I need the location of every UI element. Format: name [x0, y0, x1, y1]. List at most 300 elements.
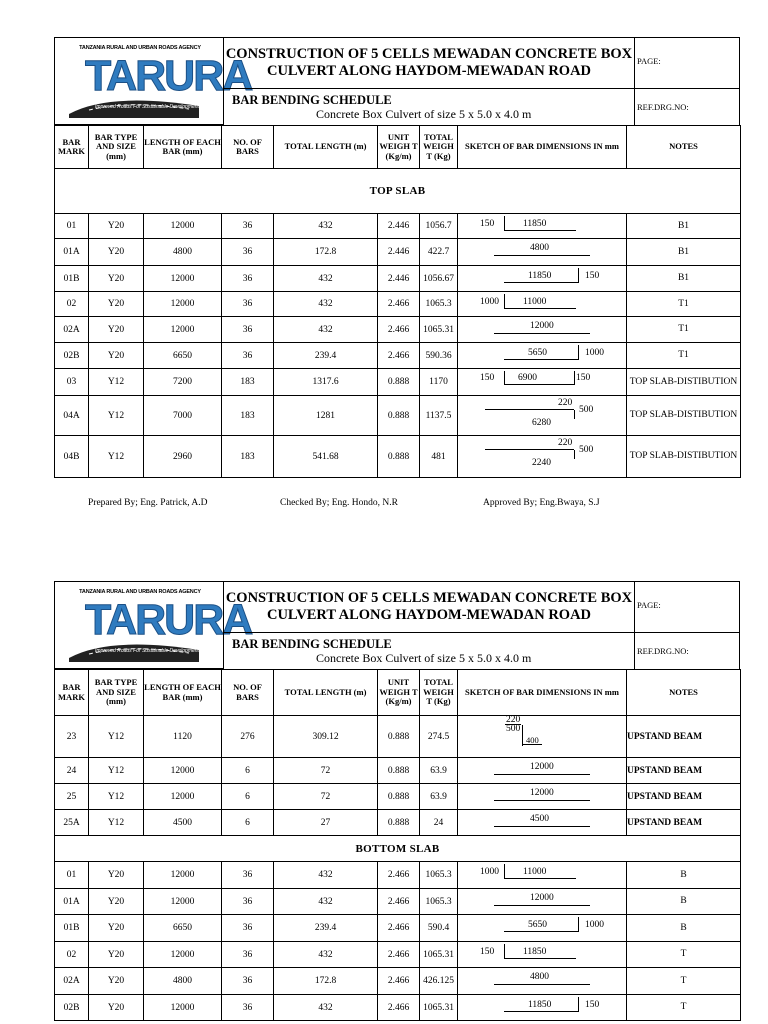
cell-total-len: 432	[274, 862, 378, 889]
sketch-dim-left: 1000	[480, 297, 499, 307]
table-row	[55, 239, 741, 266]
cell-unit-wt: 2.466	[378, 862, 420, 889]
cell-notes: B1	[627, 214, 741, 239]
sketch-dim-main: 5650	[528, 920, 547, 930]
cell-total-wt: 426.125	[420, 968, 458, 995]
cell-notes: T1	[627, 292, 741, 317]
sketch-bend	[504, 371, 505, 385]
sketch-bar	[494, 774, 590, 775]
col-total-weight: TOTAL WEIGH T (Kg)	[420, 670, 458, 716]
cell-length: 12000	[144, 292, 222, 317]
col-notes: NOTES	[627, 126, 741, 169]
sketch-dim-main: 11850	[523, 219, 547, 229]
cell-total-wt: 422.7	[420, 239, 458, 266]
bar-sketch	[458, 716, 627, 758]
cell-unit-wt: 2.466	[378, 968, 420, 995]
cell-type: Y20	[89, 995, 144, 1021]
cell-total-len: 432	[274, 995, 378, 1021]
cell-no: 36	[222, 862, 274, 889]
cell-total-len: 1317.6	[274, 369, 378, 396]
cell-length: 4500	[144, 810, 222, 836]
cell-total-wt: 1056.7	[420, 214, 458, 239]
title-line-2: CULVERT ALONG HAYDOM-MEWADAN ROAD	[266, 63, 592, 79]
col-total-weight: TOTAL WEIGH T (Kg)	[420, 126, 458, 169]
sketch-bend	[504, 216, 505, 231]
cell-mark: 01B	[55, 915, 89, 942]
cell-total-wt: 1056.67	[420, 266, 458, 292]
cell-type: Y12	[89, 436, 144, 478]
sketch-dim-left: 150	[480, 219, 495, 229]
sketch-dim-main: 11000	[523, 867, 547, 877]
table-row	[55, 266, 741, 292]
sketch-bend	[578, 345, 579, 360]
cell-mark: 02A	[55, 968, 89, 995]
bar-sketch	[458, 343, 627, 369]
sketch-dim-top: 220	[506, 715, 521, 725]
bar-sketch	[458, 784, 627, 810]
cell-mark: 25A	[55, 810, 89, 836]
column-header-row	[55, 126, 741, 169]
cell-total-len: 72	[274, 758, 378, 784]
cell-total-len: 541.68	[274, 436, 378, 478]
table-row	[55, 862, 741, 889]
table-row	[55, 942, 741, 968]
cell-total-wt: 1065.31	[420, 942, 458, 968]
cell-total-len: 239.4	[274, 915, 378, 942]
cell-no: 36	[222, 343, 274, 369]
cell-mark: 02B	[55, 343, 89, 369]
cell-mark: 01A	[55, 889, 89, 915]
cell-unit-wt: 2.446	[378, 266, 420, 292]
logo-slogan: Improved Roads For Sustainable Development	[95, 104, 199, 110]
sketch-dim-right: 400	[526, 735, 539, 745]
cell-mark: 02A	[55, 317, 89, 343]
cell-type: Y20	[89, 292, 144, 317]
cell-length: 1120	[144, 716, 222, 758]
cell-total-len: 432	[274, 266, 378, 292]
cell-length: 12000	[144, 317, 222, 343]
logo-agency-text: TANZANIA RURAL AND URBAN ROADS AGENCY	[79, 45, 201, 51]
sketch-bend	[578, 268, 579, 283]
cell-type: Y20	[89, 214, 144, 239]
sketch-dim-bottom: 2240	[532, 458, 551, 468]
sketch-dim-main: 4500	[530, 814, 549, 824]
cell-no: 183	[222, 436, 274, 478]
cell-type: Y12	[89, 369, 144, 396]
schedule-table-1	[54, 125, 741, 478]
cell-mark: 01	[55, 862, 89, 889]
table-row	[55, 889, 741, 915]
cell-notes: TOP SLAB-DISTIBUTION	[627, 396, 741, 436]
cell-total-len: 432	[274, 889, 378, 915]
sketch-dim-main: 11000	[523, 297, 547, 307]
col-sketch: SKETCH OF BAR DIMENSIONS IN mm	[458, 126, 627, 169]
sketch-bend	[504, 864, 505, 879]
cell-mark: 04A	[55, 396, 89, 436]
cell-total-wt: 1065.3	[420, 292, 458, 317]
sketch-dim-main: 6900	[518, 373, 537, 383]
schedule-table-2	[54, 669, 741, 1021]
sketch-dim-right: 1000	[585, 348, 604, 358]
cell-type: Y12	[89, 716, 144, 758]
cell-total-len: 239.4	[274, 343, 378, 369]
cell-no: 36	[222, 968, 274, 995]
cell-unit-wt: 0.888	[378, 436, 420, 478]
schedule-subtitle: Concrete Box Culvert of size 5 x 5.0 x 4.0 m	[316, 107, 532, 121]
logo-wordmark: TARURA	[85, 596, 252, 644]
title-line-1: CONSTRUCTION OF 5 CELLS MEWADAN CONCRETE BOX	[225, 590, 633, 606]
cell-mark: 02	[55, 942, 89, 968]
cell-no: 6	[222, 784, 274, 810]
sketch-dim-left: 1000	[480, 867, 499, 877]
sketch-dim-right: 500	[579, 405, 594, 415]
cell-mark: 02B	[55, 995, 89, 1021]
cell-no: 36	[222, 239, 274, 266]
bar-sketch	[458, 239, 627, 266]
cell-type: Y20	[89, 266, 144, 292]
col-bar-mark: BAR MARK	[55, 670, 89, 716]
cell-total-len: 432	[274, 292, 378, 317]
checked-by: Checked By; Eng. Hondo, N.R	[280, 498, 398, 508]
cell-total-len: 1281	[274, 396, 378, 436]
sketch-dim-main: 12000	[530, 321, 554, 331]
cell-notes: UPSTAND BEAM	[627, 716, 741, 758]
sketch-bend	[574, 371, 575, 385]
sketch-dim-main: 12000	[530, 762, 554, 772]
sketch-bend	[574, 450, 575, 459]
sketch-bend	[574, 410, 575, 419]
col-notes: NOTES	[627, 670, 741, 716]
logo-wordmark: TARURA	[85, 52, 252, 100]
cell-unit-wt: 0.888	[378, 369, 420, 396]
table-row	[55, 214, 741, 239]
cell-length: 7000	[144, 396, 222, 436]
cell-type: Y12	[89, 784, 144, 810]
sketch-bar	[494, 984, 590, 985]
cell-type: Y20	[89, 889, 144, 915]
sketch-bar	[504, 308, 576, 309]
cell-unit-wt: 2.446	[378, 214, 420, 239]
cell-notes: T1	[627, 317, 741, 343]
cell-no: 6	[222, 758, 274, 784]
cell-total-wt: 1065.3	[420, 889, 458, 915]
sketch-dim-main: 11850	[528, 271, 552, 281]
cell-notes: TOP SLAB-DISTIBUTION	[627, 436, 741, 478]
table-row	[55, 915, 741, 942]
cell-total-wt: 590.36	[420, 343, 458, 369]
cell-total-wt: 590.4	[420, 915, 458, 942]
page-label: PAGE:	[634, 37, 740, 89]
cell-no: 36	[222, 292, 274, 317]
bar-sketch	[458, 810, 627, 836]
col-no-bars: NO. OF BARS	[222, 670, 274, 716]
logo-slogan: Improved Roads For Sustainable Development	[95, 648, 199, 654]
cell-type: Y20	[89, 968, 144, 995]
schedule-title: BAR BENDING SCHEDULE	[232, 93, 392, 107]
cell-length: 2960	[144, 436, 222, 478]
ref-drawing-label: REF.DRG.NO:	[634, 88, 740, 126]
sketch-bar	[494, 333, 590, 334]
sketch-bar	[504, 230, 576, 231]
cell-no: 276	[222, 716, 274, 758]
cell-no: 36	[222, 915, 274, 942]
cell-unit-wt: 2.466	[378, 317, 420, 343]
cell-unit-wt: 2.466	[378, 889, 420, 915]
sketch-bend	[504, 944, 505, 959]
schedule-title-box	[223, 88, 635, 126]
table-row	[55, 396, 741, 436]
cell-notes: B1	[627, 266, 741, 292]
tarura-logo	[54, 37, 252, 125]
sketch-dim-left: 150	[480, 947, 495, 957]
cell-unit-wt: 2.466	[378, 292, 420, 317]
cell-notes: T	[627, 942, 741, 968]
page-label: PAGE:	[634, 581, 740, 633]
col-unit-weight: UNIT WEIGH T (Kg/m)	[378, 670, 420, 716]
col-bar-type: BAR TYPE AND SIZE (mm)	[89, 126, 144, 169]
cell-type: Y12	[89, 810, 144, 836]
sketch-dim-right: 500	[579, 445, 594, 455]
sketch-dim-main: 12000	[530, 788, 554, 798]
cell-notes: T	[627, 995, 741, 1021]
cell-notes: B1	[627, 239, 741, 266]
cell-mark: 04B	[55, 436, 89, 478]
cell-total-len: 432	[274, 214, 378, 239]
cell-unit-wt: 2.466	[378, 343, 420, 369]
bar-sketch	[458, 396, 627, 436]
cell-length: 12000	[144, 784, 222, 810]
cell-notes: B	[627, 862, 741, 889]
cell-type: Y20	[89, 343, 144, 369]
logo-agency-text: TANZANIA RURAL AND URBAN ROADS AGENCY	[79, 589, 201, 595]
col-total-length: TOTAL LENGTH (m)	[274, 670, 378, 716]
cell-total-len: 172.8	[274, 239, 378, 266]
table-row	[55, 716, 741, 758]
cell-unit-wt: 2.446	[378, 239, 420, 266]
col-no-bars: NO. OF BARS	[222, 126, 274, 169]
table-row	[55, 369, 741, 396]
cell-no: 36	[222, 889, 274, 915]
cell-no: 36	[222, 266, 274, 292]
sketch-dim-right: 1000	[585, 920, 604, 930]
cell-length: 7200	[144, 369, 222, 396]
cell-unit-wt: 2.466	[378, 942, 420, 968]
sketch-dim-left: 150	[480, 373, 495, 383]
cell-unit-wt: 0.888	[378, 396, 420, 436]
cell-total-wt: 63.9	[420, 784, 458, 810]
bar-sketch	[458, 758, 627, 784]
prepared-by: Prepared By; Eng. Patrick, A.D	[88, 498, 208, 508]
col-unit-weight: UNIT WEIGH T (Kg/m)	[378, 126, 420, 169]
col-length: LENGTH OF EACH BAR (mm)	[144, 670, 222, 716]
cell-length: 12000	[144, 214, 222, 239]
sketch-dim-top: 220	[558, 438, 573, 448]
cell-total-wt: 1170	[420, 369, 458, 396]
table-row	[55, 995, 741, 1021]
cell-length: 12000	[144, 889, 222, 915]
table-row	[55, 292, 741, 317]
sketch-bar	[504, 931, 578, 932]
cell-length: 6650	[144, 915, 222, 942]
sketch-bar	[504, 282, 578, 283]
sketch-bar	[494, 826, 590, 827]
sketch-dim-main: 4800	[530, 972, 549, 982]
cell-mark: 01B	[55, 266, 89, 292]
sketch-bar	[494, 905, 590, 906]
project-title	[223, 581, 635, 633]
cell-no: 183	[222, 396, 274, 436]
col-length: LENGTH OF EACH BAR (mm)	[144, 126, 222, 169]
sketch-bar	[504, 359, 578, 360]
sketch-dim-main: 4800	[530, 243, 549, 253]
table-row	[55, 810, 741, 836]
sketch-bar	[504, 1011, 578, 1012]
table-row	[55, 758, 741, 784]
bar-sketch	[458, 266, 627, 292]
cell-notes: T	[627, 968, 741, 995]
project-title	[223, 37, 635, 89]
cell-total-wt: 1065.31	[420, 317, 458, 343]
cell-total-len: 172.8	[274, 968, 378, 995]
sketch-dim-mid: 500	[506, 724, 521, 734]
sketch-dim-main: 11850	[528, 1000, 552, 1010]
title-line-2: CULVERT ALONG HAYDOM-MEWADAN ROAD	[266, 607, 592, 623]
cell-type: Y12	[89, 758, 144, 784]
col-bar-mark: BAR MARK	[55, 126, 89, 169]
cell-type: Y20	[89, 915, 144, 942]
sketch-dim-right: 150	[585, 1000, 600, 1010]
bar-sketch	[458, 369, 627, 396]
cell-total-wt: 63.9	[420, 758, 458, 784]
sketch-dim-right: 150	[576, 373, 591, 383]
cell-length: 12000	[144, 862, 222, 889]
cell-total-len: 72	[274, 784, 378, 810]
bar-sketch	[458, 317, 627, 343]
bar-sketch	[458, 292, 627, 317]
cell-length: 12000	[144, 942, 222, 968]
sketch-dim-main: 5650	[528, 348, 547, 358]
section-title: TOP SLAB	[55, 169, 741, 214]
cell-total-len: 27	[274, 810, 378, 836]
sketch-dim-bottom: 6280	[532, 418, 551, 428]
cell-mark: 01A	[55, 239, 89, 266]
bar-sketch	[458, 968, 627, 995]
cell-notes: T1	[627, 343, 741, 369]
sketch-bar	[504, 958, 576, 959]
cell-length: 12000	[144, 758, 222, 784]
sketch-bar	[494, 255, 590, 256]
sketch-bar	[485, 449, 574, 450]
cell-total-wt: 24	[420, 810, 458, 836]
table-row	[55, 317, 741, 343]
bar-sketch	[458, 995, 627, 1021]
bar-sketch	[458, 436, 627, 478]
ref-drawing-label: REF.DRG.NO:	[634, 632, 740, 670]
cell-type: Y12	[89, 396, 144, 436]
sketch-bend	[578, 997, 579, 1012]
table-row	[55, 968, 741, 995]
cell-unit-wt: 0.888	[378, 758, 420, 784]
cell-total-len: 309.12	[274, 716, 378, 758]
cell-unit-wt: 2.466	[378, 915, 420, 942]
section-row	[55, 836, 741, 862]
sketch-dim-top: 220	[558, 398, 573, 408]
cell-total-wt: 1065.31	[420, 995, 458, 1021]
cell-total-wt: 274.5	[420, 716, 458, 758]
col-bar-type: BAR TYPE AND SIZE (mm)	[89, 670, 144, 716]
schedule-subtitle: Concrete Box Culvert of size 5 x 5.0 x 4.0 m	[316, 651, 532, 665]
cell-length: 12000	[144, 266, 222, 292]
col-sketch: SKETCH OF BAR DIMENSIONS IN mm	[458, 670, 627, 716]
section-title: BOTTOM SLAB	[55, 836, 741, 862]
cell-total-len: 432	[274, 942, 378, 968]
cell-mark: 03	[55, 369, 89, 396]
cell-unit-wt: 0.888	[378, 784, 420, 810]
cell-type: Y20	[89, 239, 144, 266]
cell-mark: 01	[55, 214, 89, 239]
cell-type: Y20	[89, 942, 144, 968]
cell-notes: UPSTAND BEAM	[627, 810, 741, 836]
sketch-dim-main: 12000	[530, 893, 554, 903]
sketch-bend	[522, 725, 523, 746]
bar-sketch	[458, 942, 627, 968]
schedule-title-box	[223, 632, 635, 670]
bar-sketch	[458, 862, 627, 889]
cell-type: Y20	[89, 862, 144, 889]
cell-mark: 25	[55, 784, 89, 810]
column-header-row	[55, 670, 741, 716]
sketch-bar	[485, 409, 574, 410]
table-row	[55, 436, 741, 478]
cell-length: 12000	[144, 995, 222, 1021]
cell-mark: 23	[55, 716, 89, 758]
col-total-length: TOTAL LENGTH (m)	[274, 126, 378, 169]
cell-total-wt: 481	[420, 436, 458, 478]
cell-notes: B	[627, 915, 741, 942]
cell-total-len: 432	[274, 317, 378, 343]
bar-sketch	[458, 214, 627, 239]
cell-type: Y20	[89, 317, 144, 343]
cell-no: 36	[222, 317, 274, 343]
cell-notes: UPSTAND BEAM	[627, 784, 741, 810]
sketch-dim-main: 11850	[523, 947, 547, 957]
cell-no: 6	[222, 810, 274, 836]
sketch-dim-right: 150	[585, 271, 600, 281]
table-row	[55, 784, 741, 810]
cell-unit-wt: 0.888	[378, 716, 420, 758]
cell-notes: TOP SLAB-DISTIBUTION	[627, 369, 741, 396]
cell-mark: 02	[55, 292, 89, 317]
cell-no: 36	[222, 942, 274, 968]
section-row	[55, 169, 741, 214]
cell-unit-wt: 2.466	[378, 995, 420, 1021]
sketch-bar	[504, 384, 574, 385]
approved-by: Approved By; Eng.Bwaya, S.J	[483, 498, 600, 508]
bar-sketch	[458, 889, 627, 915]
cell-unit-wt: 0.888	[378, 810, 420, 836]
cell-notes: UPSTAND BEAM	[627, 758, 741, 784]
sketch-bend	[578, 917, 579, 932]
sketch-bar	[494, 800, 590, 801]
cell-total-wt: 1065.3	[420, 862, 458, 889]
sketch-bar	[504, 878, 576, 879]
cell-total-wt: 1137.5	[420, 396, 458, 436]
cell-no: 36	[222, 214, 274, 239]
cell-length: 4800	[144, 968, 222, 995]
schedule-title: BAR BENDING SCHEDULE	[232, 637, 392, 651]
table-row	[55, 343, 741, 369]
cell-no: 36	[222, 995, 274, 1021]
